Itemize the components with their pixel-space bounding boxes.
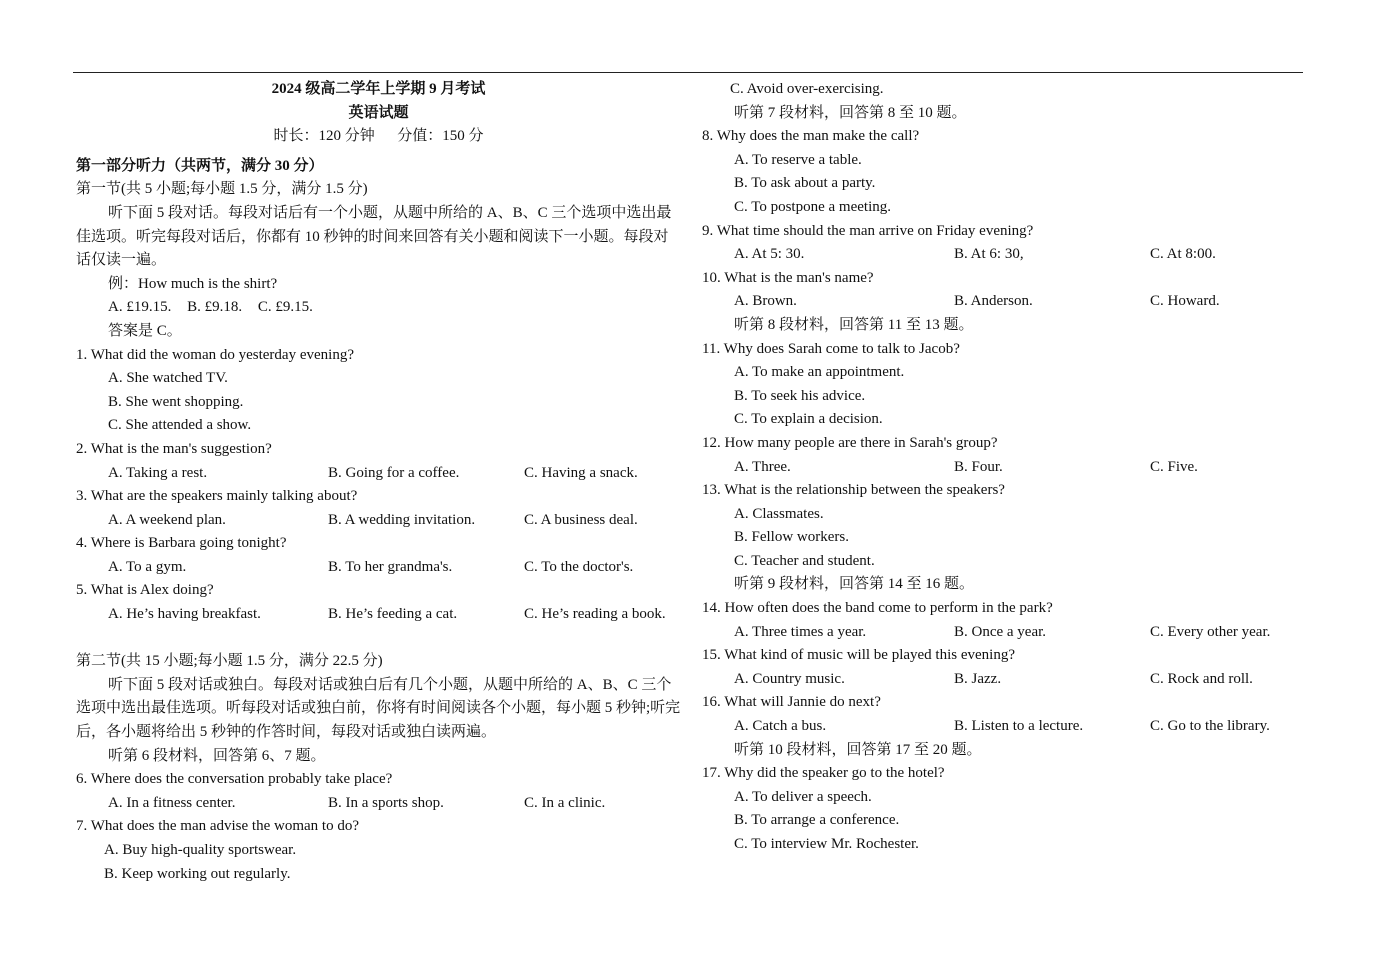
q15-option-c: C. Rock and roll. xyxy=(1150,670,1253,687)
q5-option-b: B. He’s feeding a cat. xyxy=(328,606,458,623)
example-option-c: C. £9.15. xyxy=(257,299,313,316)
q5-options xyxy=(76,603,681,627)
example-options xyxy=(76,296,681,320)
section-gap xyxy=(76,627,681,651)
q14-option-b: B. Once a year. xyxy=(954,623,1047,640)
q14-option-c: C. Every other year. xyxy=(1150,623,1271,640)
q9-options xyxy=(702,243,1302,267)
q2-option-b: B. Going for a coffee. xyxy=(328,464,460,481)
q4-option-a: A. To a gym. xyxy=(108,558,187,575)
material-note-6: 听第 6 段材料，回答第 6、7 题。 xyxy=(108,747,326,764)
right-column xyxy=(702,78,1302,857)
q15-option-a: A. Country music. xyxy=(734,670,845,687)
q12-option-c: C. Five. xyxy=(1150,458,1198,475)
q7-option-c: C. Avoid over-exercising. xyxy=(730,81,884,97)
q10-option-c: C. Howard. xyxy=(1150,293,1220,310)
q1-option-b: B. She went shopping. xyxy=(108,393,244,410)
q3-options xyxy=(76,509,681,533)
material-note-8: 听第 8 段材料，回答第 11 至 13 题。 xyxy=(734,316,974,333)
q16-stem: 16. What will Jannie do next? xyxy=(702,694,881,711)
q12-option-b: B. Four. xyxy=(954,458,1003,475)
q10-stem: 10. What is the man's name? xyxy=(702,269,874,286)
q1-stem: 1. What did the woman do yesterday evening? xyxy=(76,346,354,363)
example-option-b: B. £9.18. xyxy=(187,299,243,316)
q15-options xyxy=(702,668,1302,692)
q9-option-c: C. At 8:00. xyxy=(1150,246,1216,263)
q9-stem: 9. What time should the man arrive on Friday evening? xyxy=(702,222,1034,239)
q3-option-a: A. A weekend plan. xyxy=(108,511,226,528)
q17-option-a: A. To deliver a speech. xyxy=(734,788,872,805)
q15-option-b: B. Jazz. xyxy=(954,670,1002,687)
q5-option-c: C. He’s reading a book. xyxy=(524,606,666,623)
q7-option-a: A. Buy high-quality sportswear. xyxy=(104,842,297,858)
q14-option-a: A. Three times a year. xyxy=(734,623,867,640)
q2-option-c: C. Having a snack. xyxy=(524,464,638,481)
left-column xyxy=(76,78,681,886)
q9-option-b: B. At 6: 30, xyxy=(954,246,1024,263)
q12-stem: 12. How many people are there in Sarah's group? xyxy=(702,434,998,451)
q11-option-a: A. To make an appointment. xyxy=(734,364,905,381)
q2-options xyxy=(76,462,681,486)
material-note-7: 听第 7 段材料，回答第 8 至 10 题。 xyxy=(734,104,967,121)
q8-option-b: B. To ask about a party. xyxy=(734,175,876,192)
q5-option-a: A. He’s having breakfast. xyxy=(108,606,261,623)
q8-option-c: C. To postpone a meeting. xyxy=(734,198,891,215)
q2-stem: 2. What is the man's suggestion? xyxy=(76,440,272,457)
q13-option-b: B. Fellow workers. xyxy=(734,529,849,546)
q11-option-b: B. To seek his advice. xyxy=(734,387,866,404)
exam-subject: 英语试题 xyxy=(348,104,409,121)
q16-option-c: C. Go to the library. xyxy=(1150,718,1270,735)
section1-heading: 第一节(共 5 小题;每小题 1.5 分，满分 1.5 分) xyxy=(76,181,368,198)
q3-option-c: C. A business deal. xyxy=(524,511,638,528)
q1-option-c: C. She attended a show. xyxy=(108,417,252,434)
example-option-a: A. £19.15. xyxy=(108,299,172,316)
q4-option-c: C. To the doctor's. xyxy=(524,558,634,575)
section1-instructions: 听下面 5 段对话。每段对话后有一个小题，从题中所给的 A、B、C 三个选项中选出最佳选项。听完每段对话后，你都有 10 秒钟的时间来回答有关小题和阅读下一小题。每段对话仅读一遍。 xyxy=(76,204,672,269)
q7-stem: 7. What does the man advise the woman to do? xyxy=(76,818,359,835)
example-question: 例：How much is the shirt? xyxy=(108,275,278,292)
q11-stem: 11. Why does Sarah come to talk to Jacob? xyxy=(702,340,960,357)
q6-option-a: A. In a fitness center. xyxy=(108,794,236,811)
q17-option-c: C. To interview Mr. Rochester. xyxy=(734,836,919,852)
q3-option-b: B. A wedding invitation. xyxy=(328,511,476,528)
q9-option-a: A. At 5: 30. xyxy=(734,246,805,263)
section2-heading: 第二节(共 15 小题;每小题 1.5 分，满分 22.5 分) xyxy=(76,653,383,670)
q8-option-a: A. To reserve a table. xyxy=(734,151,862,168)
section2-instructions: 听下面 5 段对话或独白。每段对话或独白后有几个小题，从题中所给的 A、B、C 三个选项中选出最佳选项。听每段对话或独白前，你将有时间阅读各个小题，每小题 5 秒钟;听完后，各小题将给出 5 秒钟的作答时间，每段对话或独白读两遍。 xyxy=(76,676,681,741)
q16-option-b: B. Listen to a lecture. xyxy=(954,718,1084,735)
exam-meta: 时长：120 分钟 分值：150 分 xyxy=(273,128,484,145)
header-rule xyxy=(73,72,1303,73)
q13-stem: 13. What is the relationship between the speakers? xyxy=(702,482,1005,499)
q13-option-c: C. Teacher and student. xyxy=(734,552,875,569)
q6-options xyxy=(76,792,681,816)
q14-options xyxy=(702,621,1302,645)
q12-option-a: A. Three. xyxy=(734,458,791,475)
q15-stem: 15. What kind of music will be played this evening? xyxy=(702,647,1015,664)
q12-options xyxy=(702,456,1302,480)
part1-heading: 第一部分听力（共两节，满分 30 分） xyxy=(76,157,324,174)
q17-stem: 17. Why did the speaker go to the hotel? xyxy=(702,765,945,782)
q11-option-c: C. To explain a decision. xyxy=(734,411,883,428)
q6-option-c: C. In a clinic. xyxy=(524,794,606,811)
q2-option-a: A. Taking a rest. xyxy=(108,464,208,481)
q4-options xyxy=(76,556,681,580)
q10-options xyxy=(702,290,1302,314)
material-note-9: 听第 9 段材料，回答第 14 至 16 题。 xyxy=(734,576,975,593)
q5-stem: 5. What is Alex doing? xyxy=(76,582,214,599)
q10-option-a: A. Brown. xyxy=(734,293,797,310)
q6-stem: 6. Where does the conversation probably take place? xyxy=(76,771,393,788)
q4-stem: 4. Where is Barbara going tonight? xyxy=(76,535,287,552)
q8-stem: 8. Why does the man make the call? xyxy=(702,128,920,145)
q3-stem: 3. What are the speakers mainly talking about? xyxy=(76,488,358,505)
q6-option-b: B. In a sports shop. xyxy=(328,794,444,811)
q17-option-b: B. To arrange a conference. xyxy=(734,812,900,829)
exam-title: 2024 级高二学年上学期 9 月考试 xyxy=(271,81,486,97)
example-answer: 答案是 C。 xyxy=(108,322,182,339)
q16-option-a: A. Catch a bus. xyxy=(734,718,827,735)
q13-option-a: A. Classmates. xyxy=(734,505,824,522)
q7-option-b: B. Keep working out regularly. xyxy=(104,865,291,882)
q10-option-b: B. Anderson. xyxy=(954,293,1033,310)
q14-stem: 14. How often does the band come to perform in the park? xyxy=(702,600,1053,617)
q4-option-b: B. To her grandma's. xyxy=(328,558,453,575)
q1-option-a: A. She watched TV. xyxy=(108,370,228,387)
q16-options xyxy=(702,715,1302,739)
material-note-10: 听第 10 段材料，回答第 17 至 20 题。 xyxy=(734,741,982,758)
